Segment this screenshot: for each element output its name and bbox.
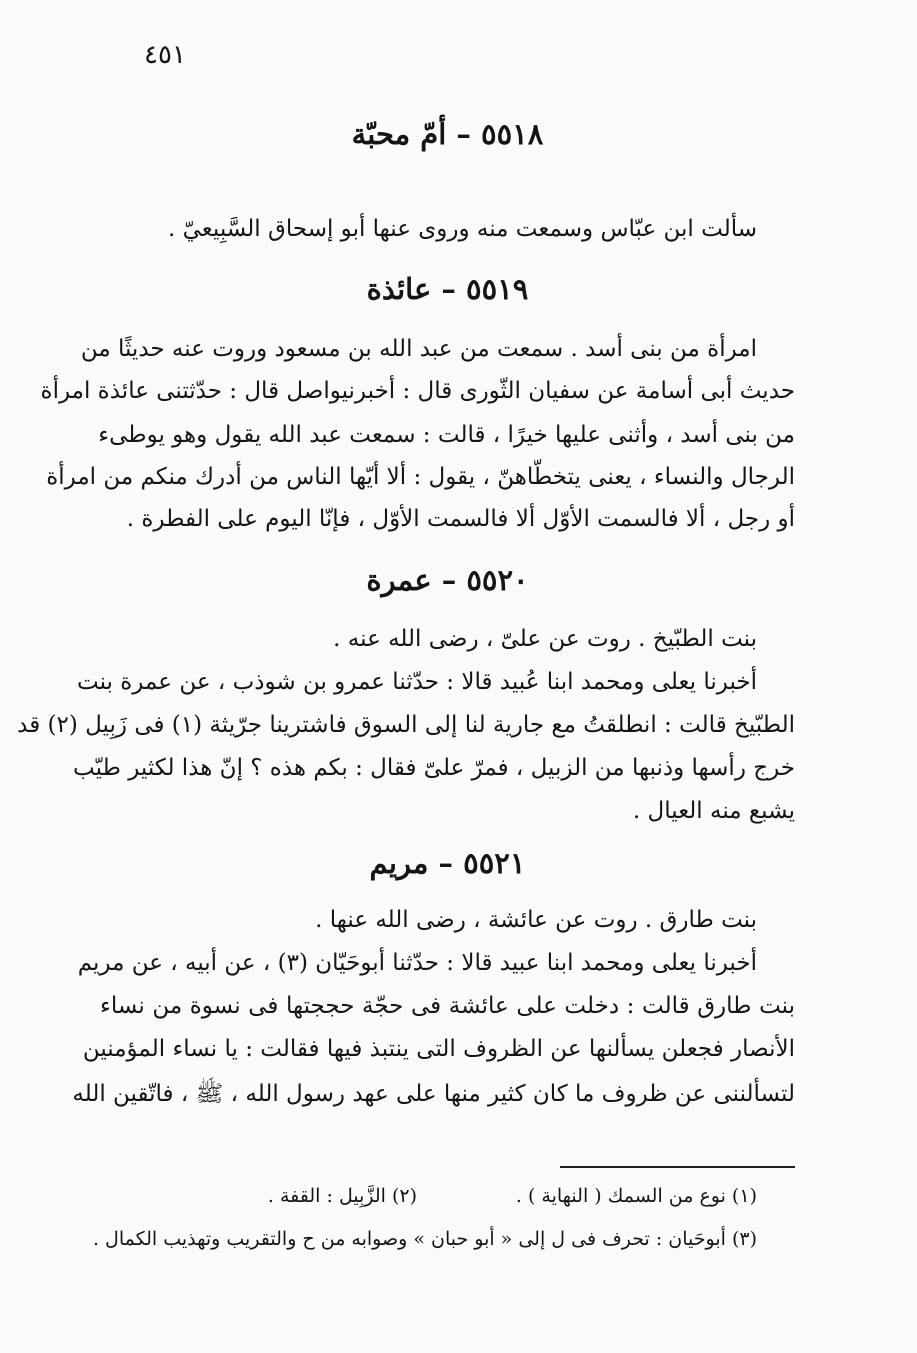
entry-heading-5520: ٥٥٢٠ – عمرة bbox=[366, 563, 529, 597]
entry-5521-line-2: أخبرنا يعلى ومحمد ابنا عبيد قالا : حدّثنا أبوحَيّان (٣) ، عن أبيه ، عن مريم bbox=[77, 950, 757, 976]
entry-5521-line-3: بنت طارق قالت : دخلت على عائشة فى حجّة حججتها فى نسوة من نساء bbox=[100, 993, 795, 1019]
entry-5520-line-4: خرج رأسها وذنبها من الزبيل ، فمرّ علىّ فقال : بكم هذه ؟ إنّ هذا لكثير طيّب bbox=[73, 755, 795, 781]
entry-5518-line-1: سألت ابن عبّاس وسمعت منه وروى عنها أبو إسحاق السَّبِيعيّ . bbox=[168, 216, 757, 242]
entry-5521-line-5: لتسألننى عن ظروف ما كان كثير منها على عهد رسول الله ، ﷺ ، فاتّقين الله bbox=[72, 1081, 795, 1107]
entry-heading-5519: ٥٥١٩ – عائذة bbox=[366, 272, 529, 306]
entry-heading-5518: ٥٥١٨ – أمّ محبّة bbox=[351, 117, 544, 151]
entry-5519-line-5: أو رجل ، ألا فالسمت الأوّل ألا فالسمت الأوّل ، فإنّا اليوم على الفطرة . bbox=[126, 506, 795, 532]
entry-5520-line-3: الطبّيخ قالت : انطلقتُ مع جارية لنا إلى السوق فاشترينا جرّيثة (١) فى زَبِيل (٢) قد bbox=[17, 712, 795, 738]
entry-5520-line-1: بنت الطبّيخ . روت عن علىّ ، رضى الله عنه . bbox=[333, 626, 757, 652]
footnote-1: (١) نوع من السمك ( النهاية ) . bbox=[515, 1185, 757, 1207]
footnote-separator bbox=[560, 1166, 795, 1168]
entry-5519-line-3: من بنى أسد ، وأثنى عليها خيرًا ، قالت : سمعت عبد الله يقول وهو يوطىء bbox=[98, 422, 795, 448]
footnote-2: (٢) الزَّبِيل : القفة . bbox=[267, 1185, 417, 1207]
entry-5520-line-2: أخبرنا يعلى ومحمد ابنا عُبيد قالا : حدّثنا عمرو بن شوذب ، عن عمرة بنت bbox=[77, 669, 757, 695]
footnote-3: (٣) أبوحَيان : تحرف فى ل إلى « أبو حبان » وصوابه من ح والتقريب وتهذيب الكمال . bbox=[92, 1228, 757, 1250]
entry-5519-line-1: امرأة من بنى أسد . سمعت من عبد الله بن مسعود وروت عنه حديثًا من bbox=[80, 336, 757, 362]
entry-5519-line-4: الرجال والنساء ، يعنى يتخطّاهنّ ، يقول : ألا أيّها الناس من أدرك منكم من امرأة bbox=[46, 464, 795, 490]
page-number: ٤٥١ bbox=[144, 40, 186, 70]
entry-heading-5521: ٥٥٢١ – مريم bbox=[369, 846, 526, 880]
entry-5520-line-5: يشبع منه العيال . bbox=[632, 798, 795, 824]
entry-5521-line-1: بنت طارق . روت عن عائشة ، رضى الله عنها . bbox=[315, 907, 757, 933]
entry-5519-line-2: حديث أبى أسامة عن سفيان الثّورى قال : أخبرنيواصل قال : حدّثتنى عائذة امرأة bbox=[40, 378, 795, 404]
entry-5521-line-4: الأنصار فجعلن يسألنها عن الظروف التى ينتبذ فيها فقالت : يا نساء المؤمنين bbox=[82, 1036, 795, 1062]
